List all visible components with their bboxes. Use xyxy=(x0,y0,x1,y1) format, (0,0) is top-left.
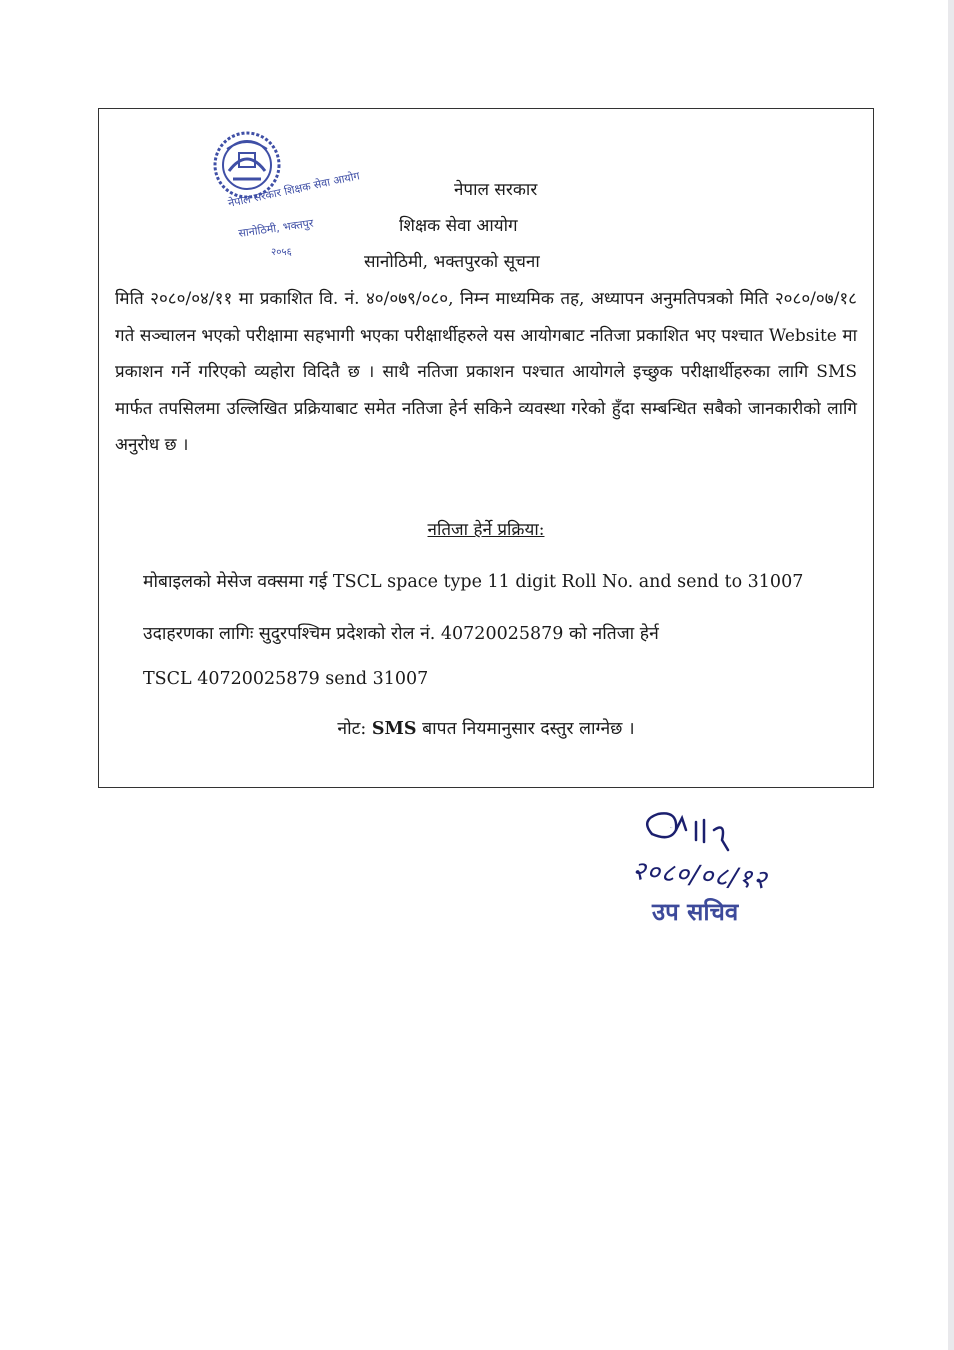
notice-paragraph: मिति २०८०/०४/११ मा प्रकाशित वि. नं. ४०/०७९/०८०, निम्न माध्यमिक तह, अध्यापन अनुमतिपत्रको मिति २०८०/०७/१८ गते सञ्चालन भएको परीक्षामा सहभागी भएका परीक्षार्थीहरुले यस आयोगबाट नतिजा प्रकाशित भए पश्चात Website मा प्रकाशन गर्ने गरिएको व्यहोरा विदितै छ । साथै नतिजा प्रकाशन पश्चात आयोगले इच्छुक परीक्षार्थीहरुका लागि SMS मार्फत तपसिलमा उल्लिखित प्रक्रियाबाट समेत नतिजा हेर्न सकिने व्यवस्था गरेको हुँदा सम्बन्धित सबैको जानकारीको लागि अनुरोध छ । xyxy=(115,289,857,455)
note-prefix: नोट: xyxy=(337,719,367,739)
procedure-title-text: नतिजा हेर्ने प्रक्रिया: xyxy=(427,520,545,540)
fee-note xyxy=(99,716,873,740)
seal-place: सानोठिमी, भक्तपुर xyxy=(237,216,315,240)
procedure-example: उदाहरणका लागिः सुदुरपश्चिम प्रदेशको रोल नं. 40720025879 को नतिजा हेर्न xyxy=(143,624,659,644)
seal-year: २०५६ xyxy=(271,247,292,258)
notice-box xyxy=(98,108,874,788)
commission-seal-icon xyxy=(209,127,361,267)
page-edge xyxy=(948,0,954,1350)
header-notice-title: सानोठिमी, भक्तपुरको सूचना xyxy=(364,252,540,272)
signature-date: २०८०/०८/१२ xyxy=(631,856,769,896)
signature-title: उप सचिव xyxy=(652,898,739,926)
procedure-step-1: मोबाइलको मेसेज वक्समा गई TSCL space type 11 digit Roll No. and send to 31007 xyxy=(143,572,804,592)
procedure-title xyxy=(99,517,873,540)
signature-initials: आ/१५ xyxy=(670,828,673,829)
header-commission: शिक्षक सेवा आयोग xyxy=(399,216,518,236)
header-government: नेपाल सरकार xyxy=(454,180,538,200)
seal-arc-text: नेपाल सरकार शिक्षक सेवा आयोग xyxy=(226,169,361,210)
procedure-example-sms: TSCL 40720025879 send 31007 xyxy=(143,669,429,689)
note-sms: SMS xyxy=(371,719,417,739)
note-text: बापत नियमानुसार दस्तुर लाग्नेछ । xyxy=(422,719,635,739)
